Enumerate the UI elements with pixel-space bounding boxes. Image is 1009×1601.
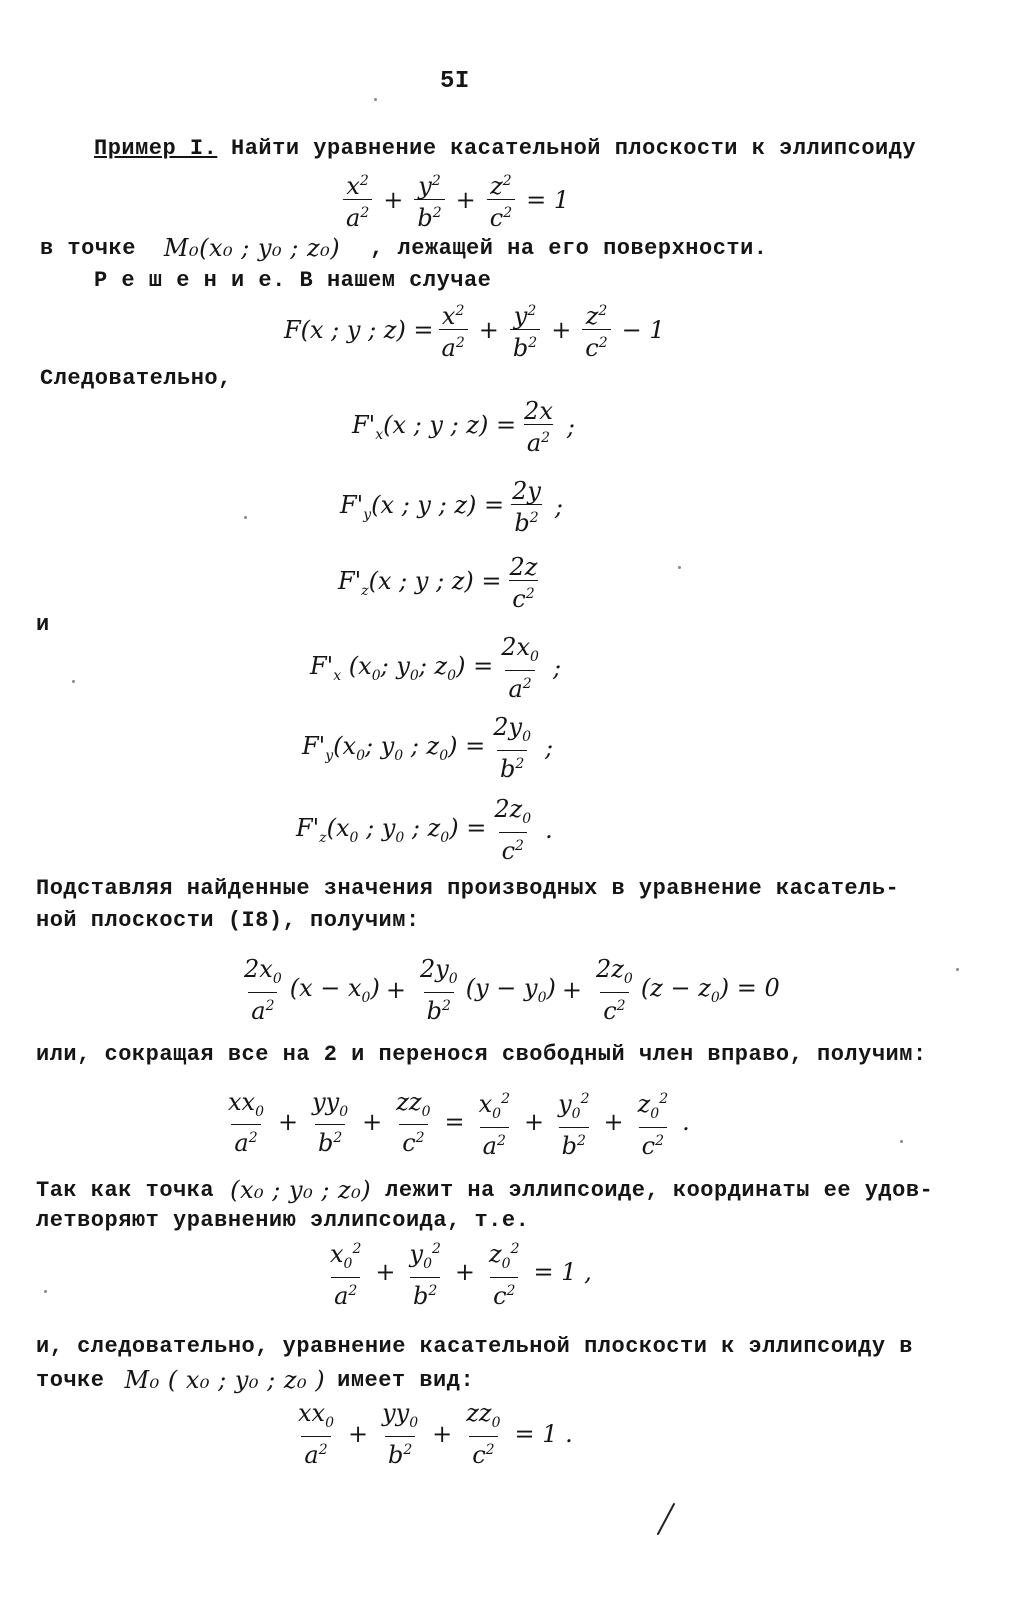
solution-label: Р е ш е н и е. xyxy=(94,268,286,293)
solution-text: В нашем случае xyxy=(299,268,492,293)
solution-line xyxy=(94,268,491,293)
at-point-line xyxy=(40,234,768,262)
therefore-text: Следовательно, xyxy=(40,366,232,391)
substituting-line2: ной плоскости (I8), получим: xyxy=(36,908,420,933)
formula-Fx0: $F'_x$ ($x_0$; $y_0$; $z_0$) = $\frac{2x_0}{a^2}$ ; xyxy=(310,633,562,703)
since-line xyxy=(36,1176,933,1204)
substituting-line1: Подставляя найденные значения производных в уравнение касатель- xyxy=(36,876,900,901)
conclusion-prefix: точке xyxy=(36,1367,105,1393)
at-point-prefix: в точке xyxy=(40,235,136,261)
scan-speck xyxy=(900,1140,903,1143)
conclusion-suffix: имеет вид: xyxy=(337,1367,475,1393)
stray-pen-mark xyxy=(650,1500,680,1540)
scan-speck xyxy=(244,516,247,519)
since-point: (x₀ ; y₀ ; z₀) xyxy=(230,1176,372,1204)
example-heading xyxy=(94,136,916,161)
conclusion-line1: и, следовательно, уравнение касательной плоскости к эллипсоиду в xyxy=(36,1334,913,1359)
since-prefix: Так как точка xyxy=(36,1177,215,1203)
formula-Fy0: $F'_y(x_0$; $y_0$ ; $z_0$) = $\frac{2y_0}{b^2}$ ; xyxy=(302,713,554,783)
conclusion-point: M₀ ( x₀ ; y₀ ; z₀ ) xyxy=(124,1366,326,1394)
point-m0: M₀(x₀ ; y₀ ; z₀) xyxy=(163,234,341,262)
scan-speck xyxy=(72,680,75,683)
since-suffix: лежит на эллипсоиде, координаты ее удов- xyxy=(385,1177,934,1203)
formula-F: F(x ; y ; z) = $\frac{x^2}{a^2}$ + $\frac{y^2}{b^2}$ + $\frac{z^2}{c^2}$ − 1 xyxy=(284,302,665,362)
example-label: Пример I. xyxy=(94,136,218,161)
at-point-suffix: , лежащей на его поверхности. xyxy=(370,235,768,261)
scan-speck xyxy=(678,566,681,569)
and-word: и xyxy=(36,612,50,637)
page-number: 5I xyxy=(440,68,470,95)
example-task: Найти уравнение касательной плоскости к эллипсоиду xyxy=(231,136,917,161)
reducing-text: или, сокращая все на 2 и перенося свободный член вправо, получим: xyxy=(36,1042,927,1067)
formula-point-on-ellipsoid: $\frac{x_0^2}{a^2}$ + $\frac{y_0^2}{b^2}$ + $\frac{z_0^2}{c^2}$ = 1 , xyxy=(330,1240,592,1310)
formula-Fz: $F'_z(x$ ; y ; z) = $\frac{2z}{c^2}$ xyxy=(338,553,538,613)
scan-speck xyxy=(374,98,377,101)
formula-tangent-raw: $\frac{2x_0}{a^2}$ $(x - x_0)$ + $\frac{2y_0}{b^2}$ $(y - y_0)$ + $\frac{2z_0}{c^2}$ $(z - z_0) = 0$ xyxy=(244,955,780,1025)
formula-tangent-reduced: $\frac{xx_0}{a^2}$ + $\frac{yy_0}{b^2}$ + $\frac{zz_0}{c^2}$ = $\frac{x_0^2}{a^2}$ + $\frac{y_0^2}{b^2}$ + $\frac{z_0^2}{c^2}$ . xyxy=(228,1087,690,1160)
satisfy-text: летворяют уравнению эллипсоида, т.е. xyxy=(36,1208,530,1233)
formula-Fx: $F'_x(x$ ; y ; z) = $\frac{2x}{a^2}$ ; xyxy=(352,397,575,457)
scan-speck xyxy=(44,1290,47,1293)
formula-Fz0: $F'_z(x_0$ ; $y_0$ ; $z_0$) = $\frac{2z_0}{c^2}$ . xyxy=(296,795,553,865)
formula-ellipsoid: $\frac{x^2}{a^2}$ + $\frac{y^2}{b^2}$ + $\frac{z^2}{c^2}$ = 1 xyxy=(338,168,575,231)
conclusion-line2 xyxy=(36,1366,474,1394)
formula-Fy: $F'_y(x$ ; y ; z) = $\frac{2y}{b^2}$ ; xyxy=(340,477,563,537)
formula-final: $\frac{xx_0}{a^2}$ + $\frac{yy_0}{b^2}$ + $\frac{zz_0}{c^2}$ = 1 . xyxy=(298,1399,573,1469)
scan-speck xyxy=(956,968,959,971)
